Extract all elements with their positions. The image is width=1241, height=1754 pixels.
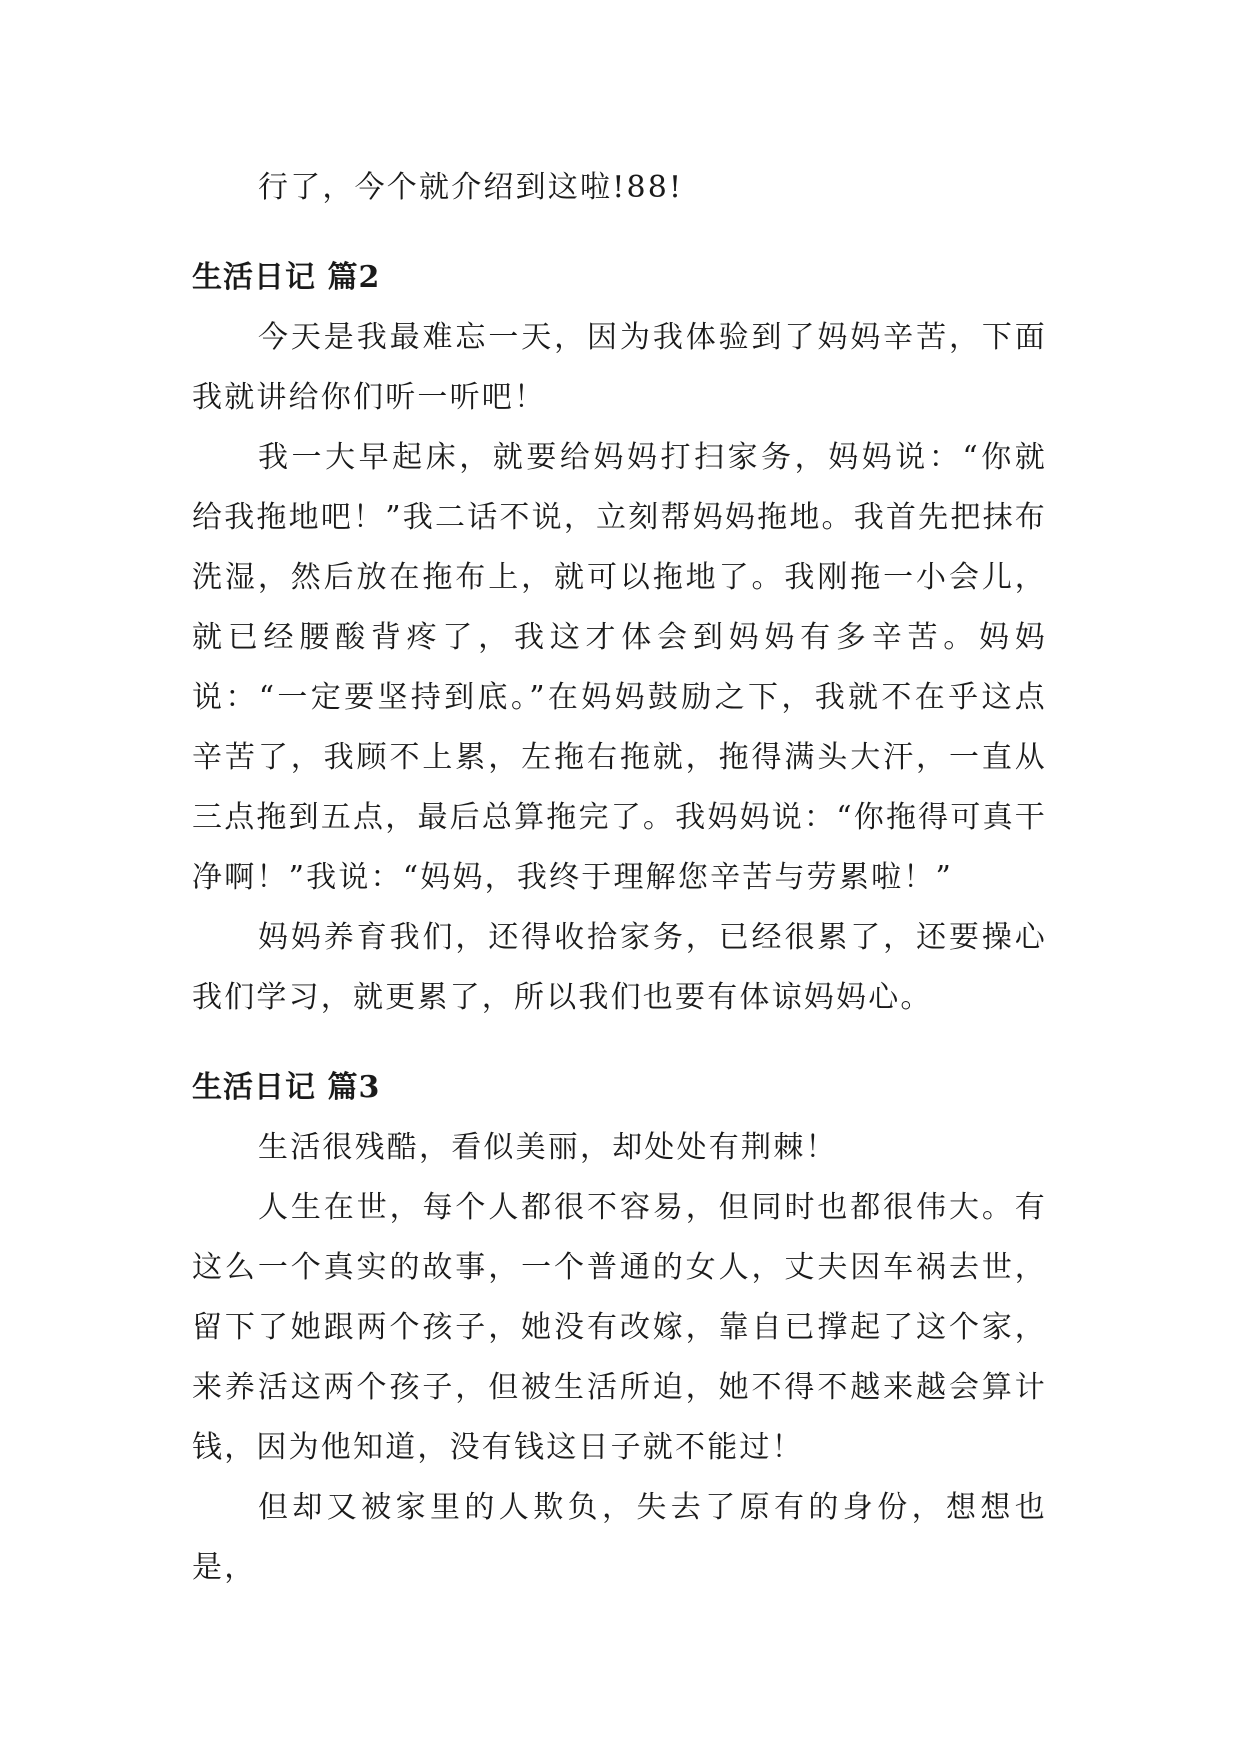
section-heading-2: 生活日记 篇2: [192, 260, 381, 295]
paragraph: 我一大早起床，就要给妈妈打扫家务，妈妈说：“你就给我拖地吧！”我二话不说，立刻帮妈妈拖地。我首先把抹布洗湿，然后放在拖布上，就可以拖地了。我刚拖一小会儿，就已经腰酸背疼了，我这才体会到妈妈有多辛苦。妈妈说：“一定要坚持到底。”在妈妈鼓励之下，我就不在乎这点辛苦了，我顾不上累，左拖右拖就，拖得满头大汗，一直从三点拖到五点，最后总算拖完了。我妈妈说：“你拖得可真干净啊！”我说：“妈妈，我终于理解您辛苦与劳累啦！”: [192, 440, 1047, 895]
paragraph: 妈妈养育我们，还得收拾家务，已经很累了，还要操心我们学习，就更累了，所以我们也要有体谅妈妈心。: [192, 920, 1047, 1015]
paragraph: 但却又被家里的人欺负，失去了原有的身份，想想也是，: [192, 1490, 1047, 1585]
paragraph: 今天是我最难忘一天，因为我体验到了妈妈辛苦，下面我就讲给你们听一听吧！: [192, 320, 1047, 415]
section-heading-3: 生活日记 篇3: [192, 1070, 381, 1105]
paragraph: 人生在世，每个人都很不容易，但同时也都很伟大。有这么一个真实的故事，一个普通的女人，丈夫因车祸去世，留下了她跟两个孩子，她没有改嫁，靠自已撑起了这个家，来养活这两个孩子，但被生活所迫，她不得不越来越会算计钱，因为他知道，没有钱这日子就不能过！: [192, 1190, 1047, 1465]
document-body: [192, 158, 1047, 1598]
closing-line: 行了，今个就介绍到这啦!88!: [258, 170, 684, 205]
paragraph: 生活很残酷，看似美丽，却处处有荆棘！: [258, 1130, 838, 1165]
